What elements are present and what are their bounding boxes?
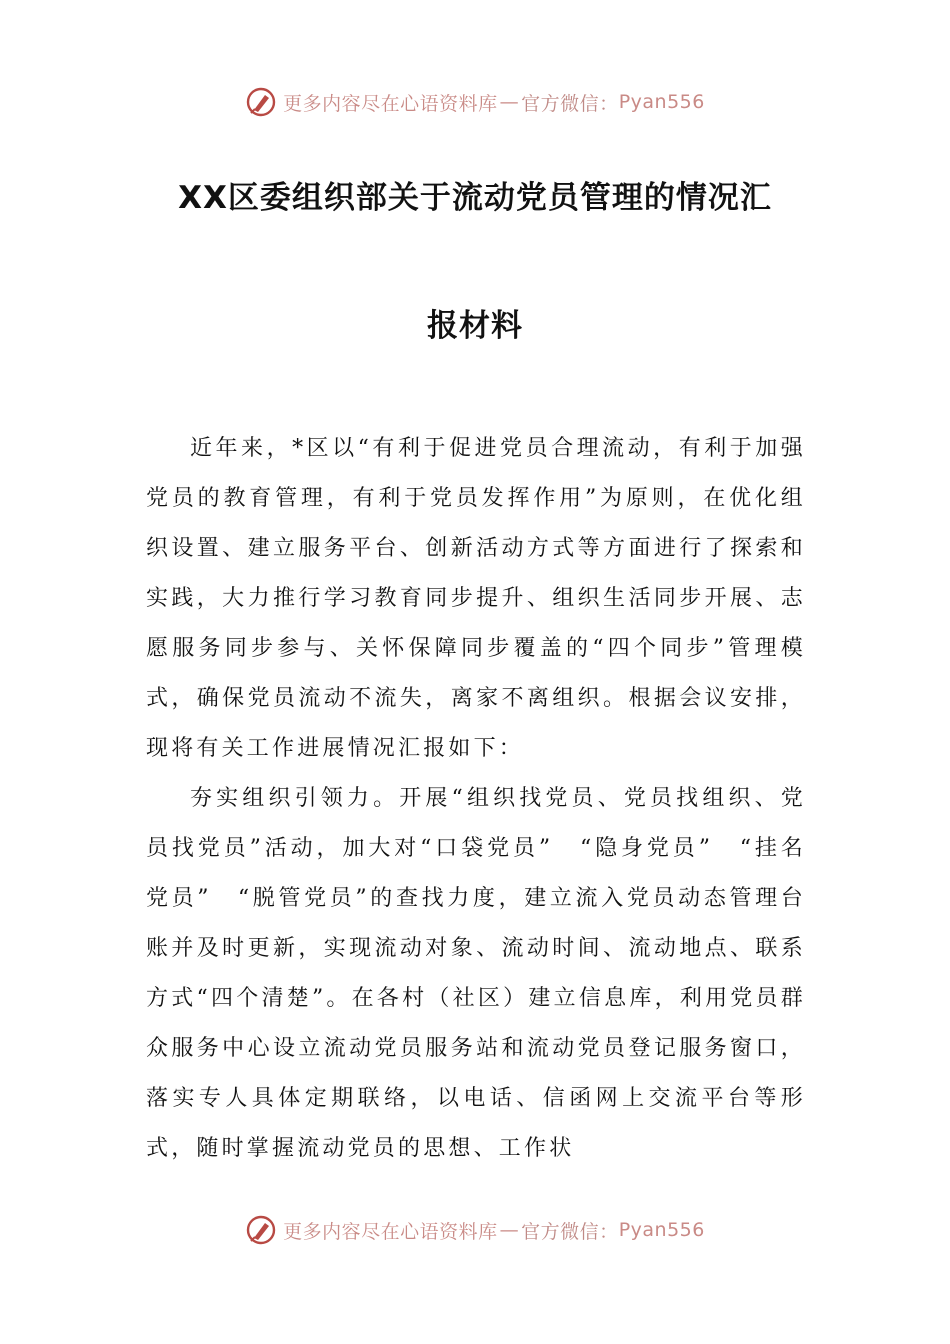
pen-nib-circle-icon — [245, 86, 277, 118]
watermark-footer — [0, 1212, 950, 1248]
paragraph-organization: 夯实组织引领力。开展“组织找党员、党员找组织、党员找党员”活动，加大对“口袋党员” “隐身党员” “挂名党员” “脱管党员”的查找力度，建立流入党员动态管理台账并及时更新，实现流动对象、流动时间、流动地点、联系方式“四个清楚”。在各村（社区）建立信息库，利用党员群众服务中心设立流动党员服务站和流动党员登记服务窗口，落实专人具体定期联络，以电话、信函网上交流平台等形式，随时掌握流动党员的思想、工作状 — [146, 786, 806, 1161]
watermark-wechat-id: Pyan556 — [618, 1219, 705, 1241]
document-title-line-1: XX区委组织部关于流动党员管理的情况汇 — [178, 180, 772, 216]
watermark-header — [0, 84, 950, 120]
watermark-separator: — — [499, 91, 520, 113]
pen-nib-circle-icon — [245, 1214, 277, 1246]
watermark-wechat-id: Pyan556 — [618, 91, 705, 113]
watermark-text: 更多内容尽在心语资料库 — [283, 92, 498, 115]
document-body — [146, 424, 806, 1174]
watermark-wechat-label: 官方微信： — [521, 1220, 619, 1243]
watermark-wechat-label: 官方微信： — [521, 92, 619, 115]
watermark-text: 更多内容尽在心语资料库 — [283, 1220, 498, 1243]
paragraph-intro: 近年来，*区以“有利于促进党员合理流动，有利于加强党员的教育管理，有利于党员发挥作用”为原则，在优化组织设置、建立服务平台、创新活动方式等方面进行了探索和实践，大力推行学习教育同步提升、组织生活同步开展、志愿服务同步参与、关怀保障同步覆盖的“四个同步”管理模式，确保党员流动不流失，离家不离组织。根据会议安排，现将有关工作进展情况汇报如下： — [146, 436, 806, 761]
watermark-separator: — — [499, 1219, 520, 1241]
document-title-line-2: 报材料 — [427, 308, 523, 344]
